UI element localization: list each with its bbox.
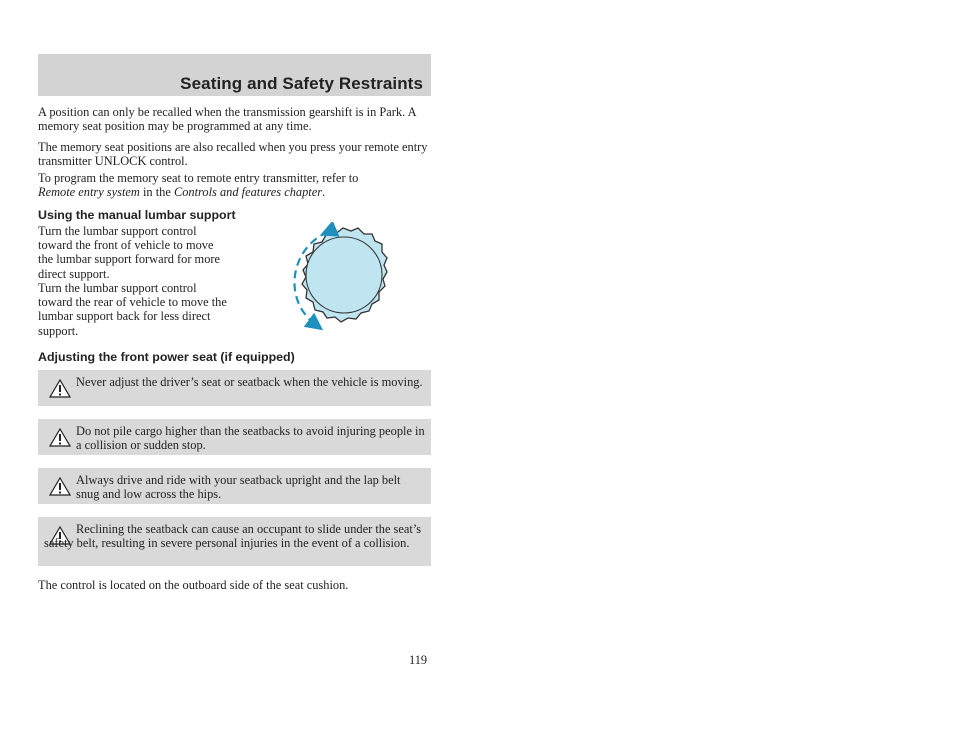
- paragraph-recall-park: A position can only be recalled when the transmission gearshift is in Park. A memory seat position may be programmed at any time.: [38, 105, 416, 134]
- warning-box-reclining: [38, 517, 431, 566]
- remote-entry-system-reference: Remote entry system: [38, 185, 140, 200]
- controls-features-chapter-reference: Controls and features chapter: [173, 185, 323, 200]
- chapter-header-band: [38, 54, 431, 96]
- warning-text: Reclining the seatback can cause an occupant to slide under the seat’s safety belt, resulting in severe personal injuries in the event of a collision.: [44, 522, 422, 551]
- warning-text: Always drive and ride with your seatback upright and the lap belt snug and low across the hips.: [76, 473, 401, 502]
- paragraph-control-location: The control is located on the outboard side of the seat cushion.: [38, 578, 349, 592]
- warning-text: Do not pile cargo higher than the seatbacks to avoid injuring people in a collision or sudden stop.: [76, 424, 425, 453]
- warning-triangle-icon: [49, 428, 71, 447]
- chapter-title: Seating and Safety Restraints: [180, 74, 423, 93]
- warning-box-cargo: [38, 419, 431, 455]
- warning-box-seatback-upright: [38, 468, 431, 504]
- paragraph-lumbar-forward: Turn the lumbar support control toward the front of vehicle to move the lumbar support forward for more direct support.: [38, 224, 221, 281]
- knob-inner-ring: [306, 237, 382, 313]
- power-seat-heading: Adjusting the front power seat (if equipped): [38, 350, 295, 364]
- reference-connector: in the: [142, 185, 171, 200]
- warning-triangle-icon: [49, 477, 71, 496]
- warning-text: Never adjust the driver’s seat or seatback when the vehicle is moving.: [76, 375, 423, 389]
- paragraph-remote-recall: The memory seat positions are also recalled when you press your remote entry transmitter UNLOCK control.: [38, 140, 428, 169]
- program-remote-prefix: To program the memory seat to remote entry transmitter, refer to: [38, 171, 359, 185]
- warning-box-driver-seat: [38, 370, 431, 406]
- reference-period: .: [322, 185, 326, 200]
- lumbar-knob-illustration: [268, 222, 398, 334]
- paragraph-program-remote: [38, 171, 434, 199]
- paragraph-lumbar-back: Turn the lumbar support control toward the rear of vehicle to move the lumbar support back for less direct support.: [38, 281, 227, 338]
- page-number: 119: [409, 653, 428, 667]
- warning-triangle-icon: [49, 379, 71, 398]
- lumbar-heading: Using the manual lumbar support: [38, 208, 236, 222]
